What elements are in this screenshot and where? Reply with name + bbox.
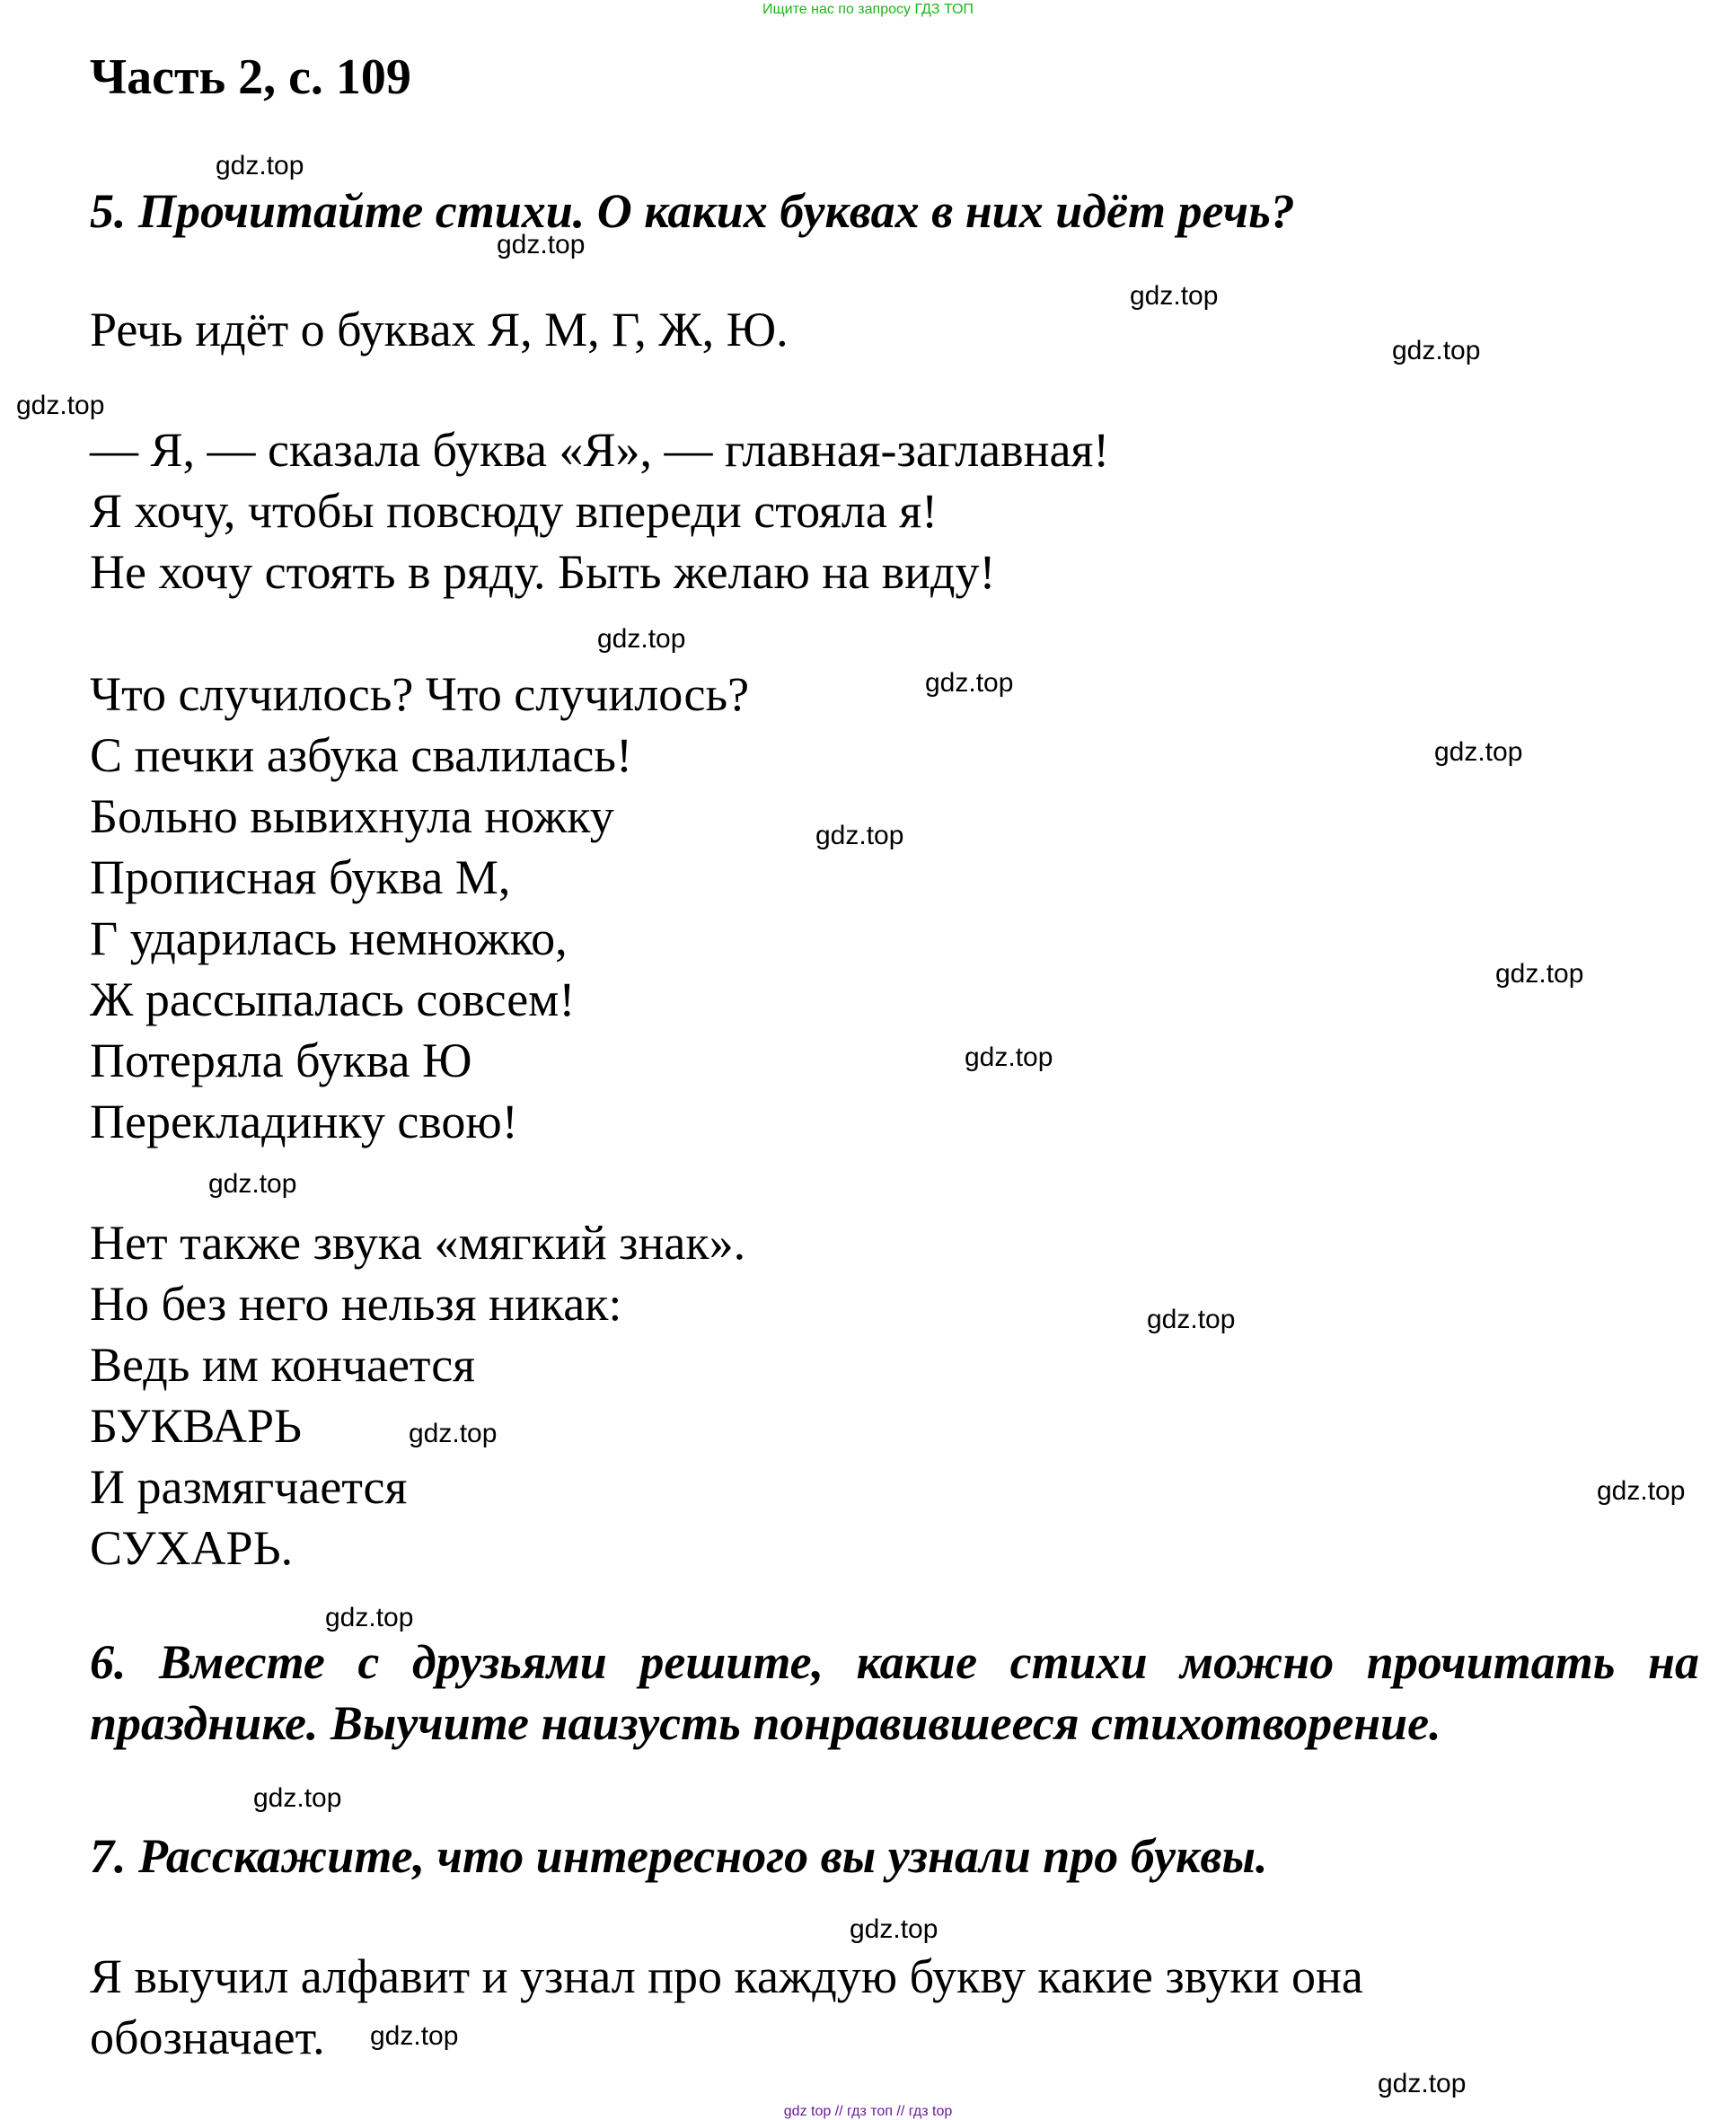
poem2-line-8: Перекладинку свою! (90, 1095, 518, 1148)
poem3-line-3: Ведь им кончается (90, 1338, 475, 1392)
task-5-question: 5. Прочитайте стихи. О каких буквах в них идёт речь? (90, 184, 1295, 238)
watermark: gdz.top (1130, 281, 1219, 311)
poem2-line-2: С печки азбука свалилась! (90, 728, 632, 782)
watermark: gdz.top (815, 821, 904, 850)
watermark: gdz.top (370, 2021, 459, 2051)
watermark: gdz.top (208, 1169, 297, 1199)
poem3-line-2: Но без него нельзя никак: (90, 1277, 622, 1331)
poem1-line-3: Не хочу стоять в ряду. Быть желаю на виду! (90, 545, 996, 599)
watermark: gdz.top (1495, 959, 1584, 989)
watermark: gdz.top (497, 230, 586, 260)
watermark: gdz.top (1392, 336, 1481, 365)
watermark: gdz.top (1597, 1476, 1686, 1506)
page-title: Часть 2, с. 109 (90, 49, 411, 105)
poem1-line-2: Я хочу, чтобы повсюду впереди стояла я! (90, 484, 938, 538)
watermark: gdz.top (597, 624, 686, 654)
footer-watermark: gdz top // гдз топ // гдз top (783, 2104, 953, 2119)
watermark: gdz.top (325, 1603, 414, 1632)
watermark: gdz.top (850, 1914, 938, 1944)
watermark: gdz.top (1147, 1305, 1236, 1334)
poem2-line-4: Прописная буква М, (90, 850, 511, 904)
poem3-line-6: СУХАРЬ. (90, 1521, 294, 1575)
top-search-banner: Ищите нас по запросу ГДЗ ТОП (762, 2, 974, 17)
task-7-question: 7. Расскажите, что интересного вы узнали про буквы. (90, 1829, 1268, 1883)
poem1-line-1: — Я, — сказала буква «Я», — главная-заглавная! (90, 423, 1110, 477)
watermark: gdz.top (16, 391, 105, 420)
watermark: gdz.top (253, 1783, 342, 1813)
task-5-answer: Речь идёт о буквах Я, М, Г, Ж, Ю. (90, 303, 789, 356)
poem2-line-7: Потеряла буква Ю (90, 1034, 472, 1087)
watermark: gdz.top (1434, 737, 1523, 767)
poem2-line-3: Больно вывихнула ножку (90, 789, 614, 843)
poem2-line-6: Ж рассыпалась совсем! (90, 972, 576, 1026)
watermark: gdz.top (925, 668, 1014, 698)
poem3-line-1: Нет также звука «мягкий знак». (90, 1216, 746, 1270)
watermark: gdz.top (409, 1419, 498, 1448)
watermark: gdz.top (1378, 2069, 1467, 2098)
poem3-line-4: БУКВАРЬ (90, 1399, 303, 1453)
task-7-answer-line-2: обозначает. (90, 2010, 325, 2064)
poem2-line-1: Что случилось? Что случилось? (90, 667, 750, 721)
watermark: gdz.top (216, 151, 304, 180)
task-6-question: 6. Вместе с друзьями решите, какие стихи можно прочитать на празднике. Выучите наизусть понравившееся стихотворение. (90, 1635, 1699, 1750)
watermark: gdz.top (965, 1042, 1053, 1072)
task-7-answer-line-1: Я выучил алфавит и узнал про каждую букву какие звуки она (90, 1949, 1363, 2003)
poem2-line-5: Г ударилась немножко, (90, 911, 568, 965)
poem3-line-5: И размягчается (90, 1460, 408, 1514)
